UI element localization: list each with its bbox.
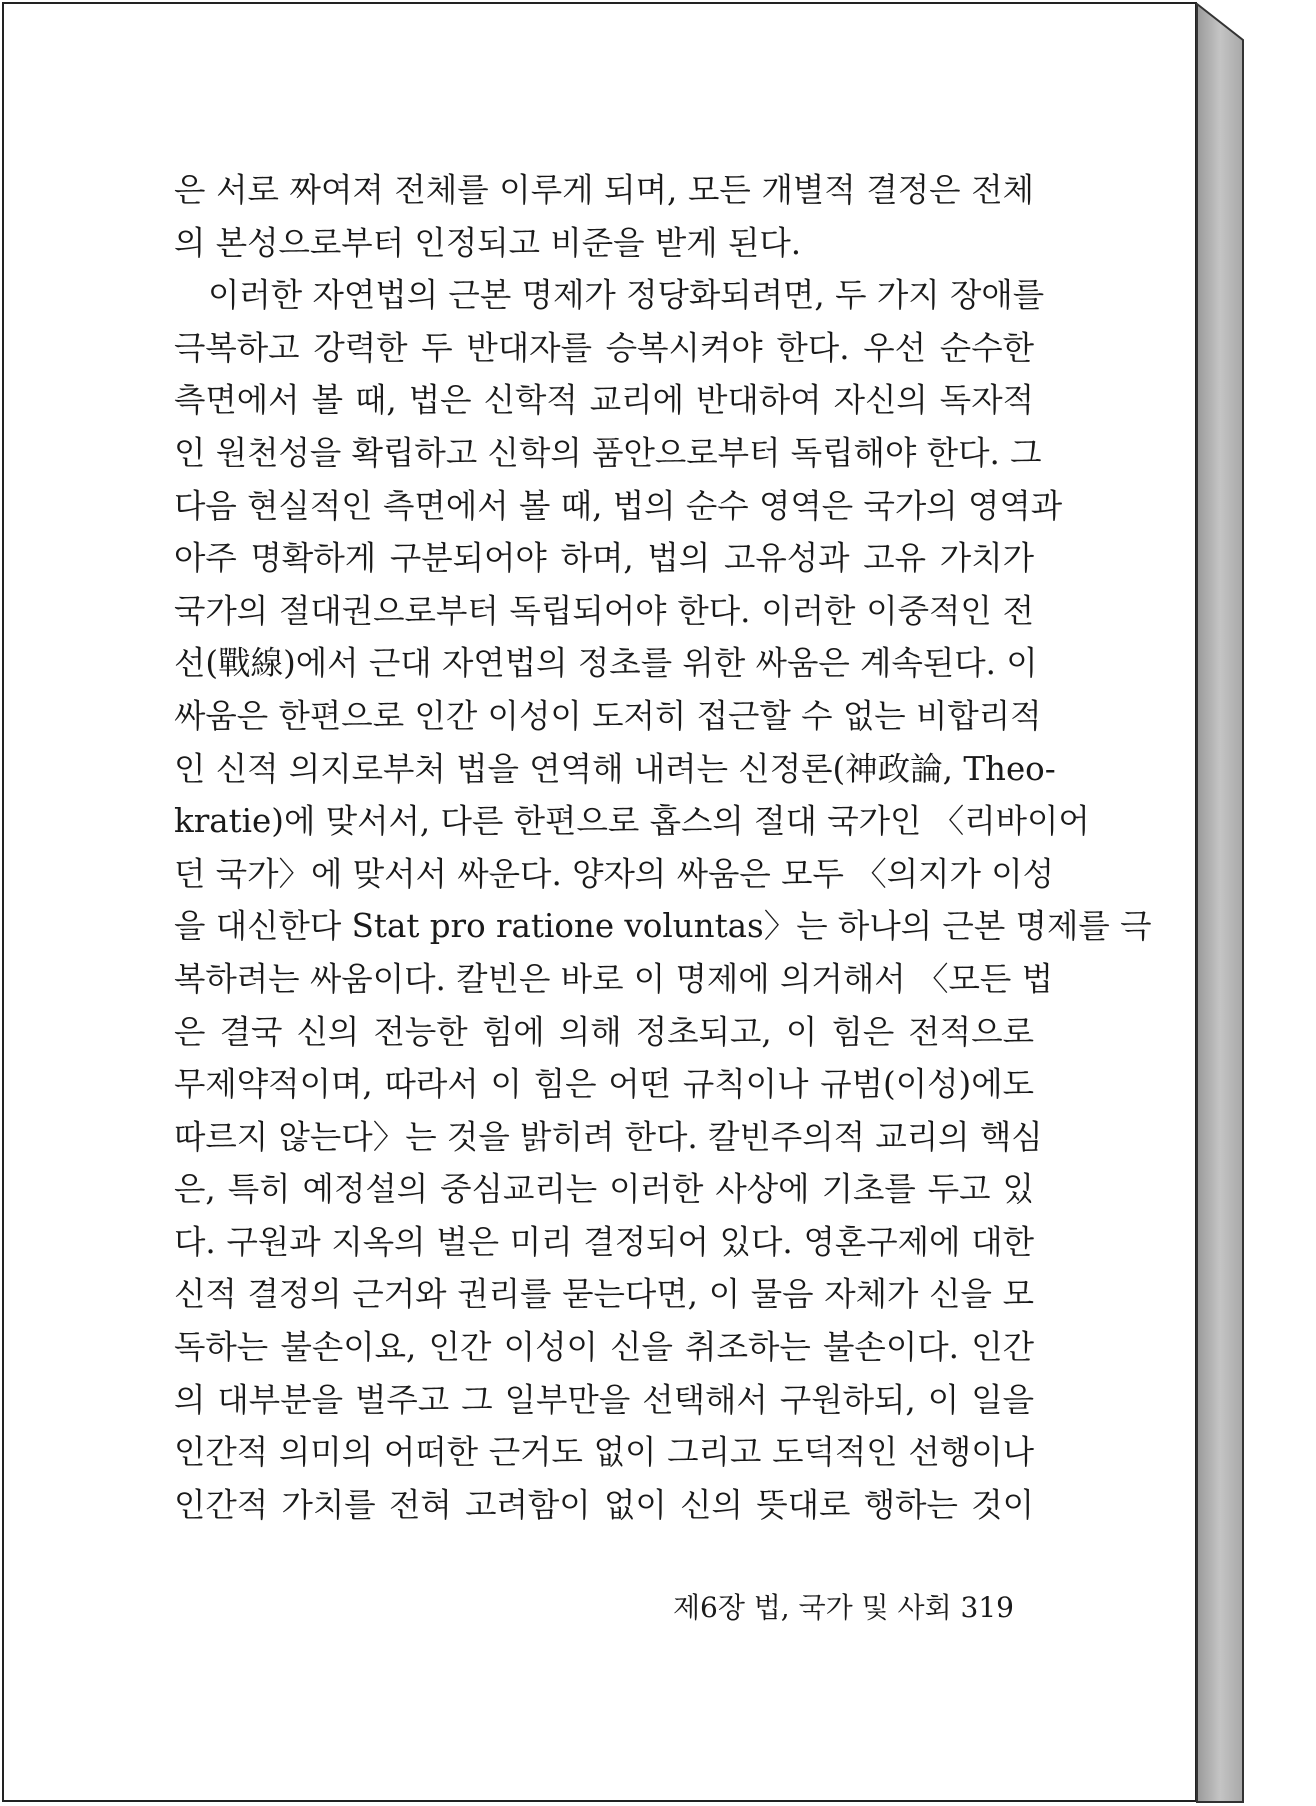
body-text — [174, 164, 1152, 1531]
text-line: 다. 구원과 지옥의 벌은 미리 결정되어 있다. 영혼구제에 대한 — [174, 1222, 1034, 1261]
text-line: 의 대부분을 벌주고 그 일부만을 선택해서 구원하되, 이 일을 — [174, 1380, 1034, 1419]
text-line: kratie)에 맞서서, 다른 한편으로 홉스의 절대 국가인 〈리바이어 — [174, 802, 1090, 841]
text-line: 극복하고 강력한 두 반대자를 승복시켜야 한다. 우선 순수한 — [174, 328, 1034, 367]
text-line: 을 대신한다 Stat pro ratione voluntas〉는 하나의 근본 명제를 극 — [174, 907, 1152, 946]
page-footer: 제6장 법, 국가 및 사회 319 — [672, 1591, 1014, 1624]
text-line: 던 국가〉에 맞서서 싸운다. 양자의 싸움은 모두 〈의지가 이성 — [174, 854, 1055, 893]
text-line: 은, 특히 예정설의 중심교리는 이러한 사상에 기초를 두고 있 — [174, 1170, 1034, 1209]
text-line: 싸움은 한편으로 인간 이성이 도저히 접근할 수 없는 비합리적 — [174, 696, 1042, 735]
text-line: 인간적 가치를 전혀 고려함이 없이 신의 뜻대로 행하는 것이 — [174, 1485, 1034, 1524]
text-line: 인간적 의미의 어떠한 근거도 없이 그리고 도덕적인 선행이나 — [174, 1433, 1034, 1472]
text-line: 인 원천성을 확립하고 신학의 품안으로부터 독립해야 한다. 그 — [174, 433, 1042, 472]
text-line: 복하려는 싸움이다. 칼빈은 바로 이 명제에 의거해서 〈모든 법 — [174, 959, 1053, 998]
text-line: 아주 명확하게 구분되어야 하며, 법의 고유성과 고유 가치가 — [174, 539, 1034, 578]
text-line: 인 신적 의지로부처 법을 연역해 내려는 신정론(神政論, Theo- — [174, 749, 1056, 788]
text-line: 이러한 자연법의 근본 명제가 정당화되려면, 두 가지 장애를 — [208, 276, 1045, 315]
text-line: 독하는 불손이요, 인간 이성이 신을 취조하는 불손이다. 인간 — [174, 1328, 1034, 1367]
book-page — [2, 2, 1197, 1802]
text-line: 의 본성으로부터 인정되고 비준을 받게 된다. — [174, 223, 802, 262]
text-line: 선(戰線)에서 근대 자연법의 정초를 위한 싸움은 계속된다. 이 — [174, 644, 1038, 683]
text-line: 은 서로 짜여져 전체를 이루게 되며, 모든 개별적 결정은 전체 — [174, 171, 1034, 209]
text-line: 다음 현실적인 측면에서 볼 때, 법의 순수 영역은 국가의 영역과 — [174, 486, 1063, 525]
text-line: 국가의 절대권으로부터 독립되어야 한다. 이러한 이중적인 전 — [174, 591, 1034, 630]
text-line: 따르지 않는다〉는 것을 밝히려 한다. 칼빈주의적 교리의 핵심 — [174, 1117, 1043, 1156]
page-edge-shape — [1197, 4, 1243, 1802]
text-line: 은 결국 신의 전능한 힘에 의해 정초되고, 이 힘은 전적으로 — [174, 1012, 1034, 1051]
text-line: 측면에서 볼 때, 법은 신학적 교리에 반대하여 자신의 독자적 — [174, 381, 1034, 420]
text-line: 무제약적이며, 따라서 이 힘은 어떤 규칙이나 규범(이성)에도 — [174, 1065, 1034, 1104]
text-line: 신적 결정의 근거와 권리를 묻는다면, 이 물음 자체가 신을 모 — [174, 1275, 1034, 1314]
